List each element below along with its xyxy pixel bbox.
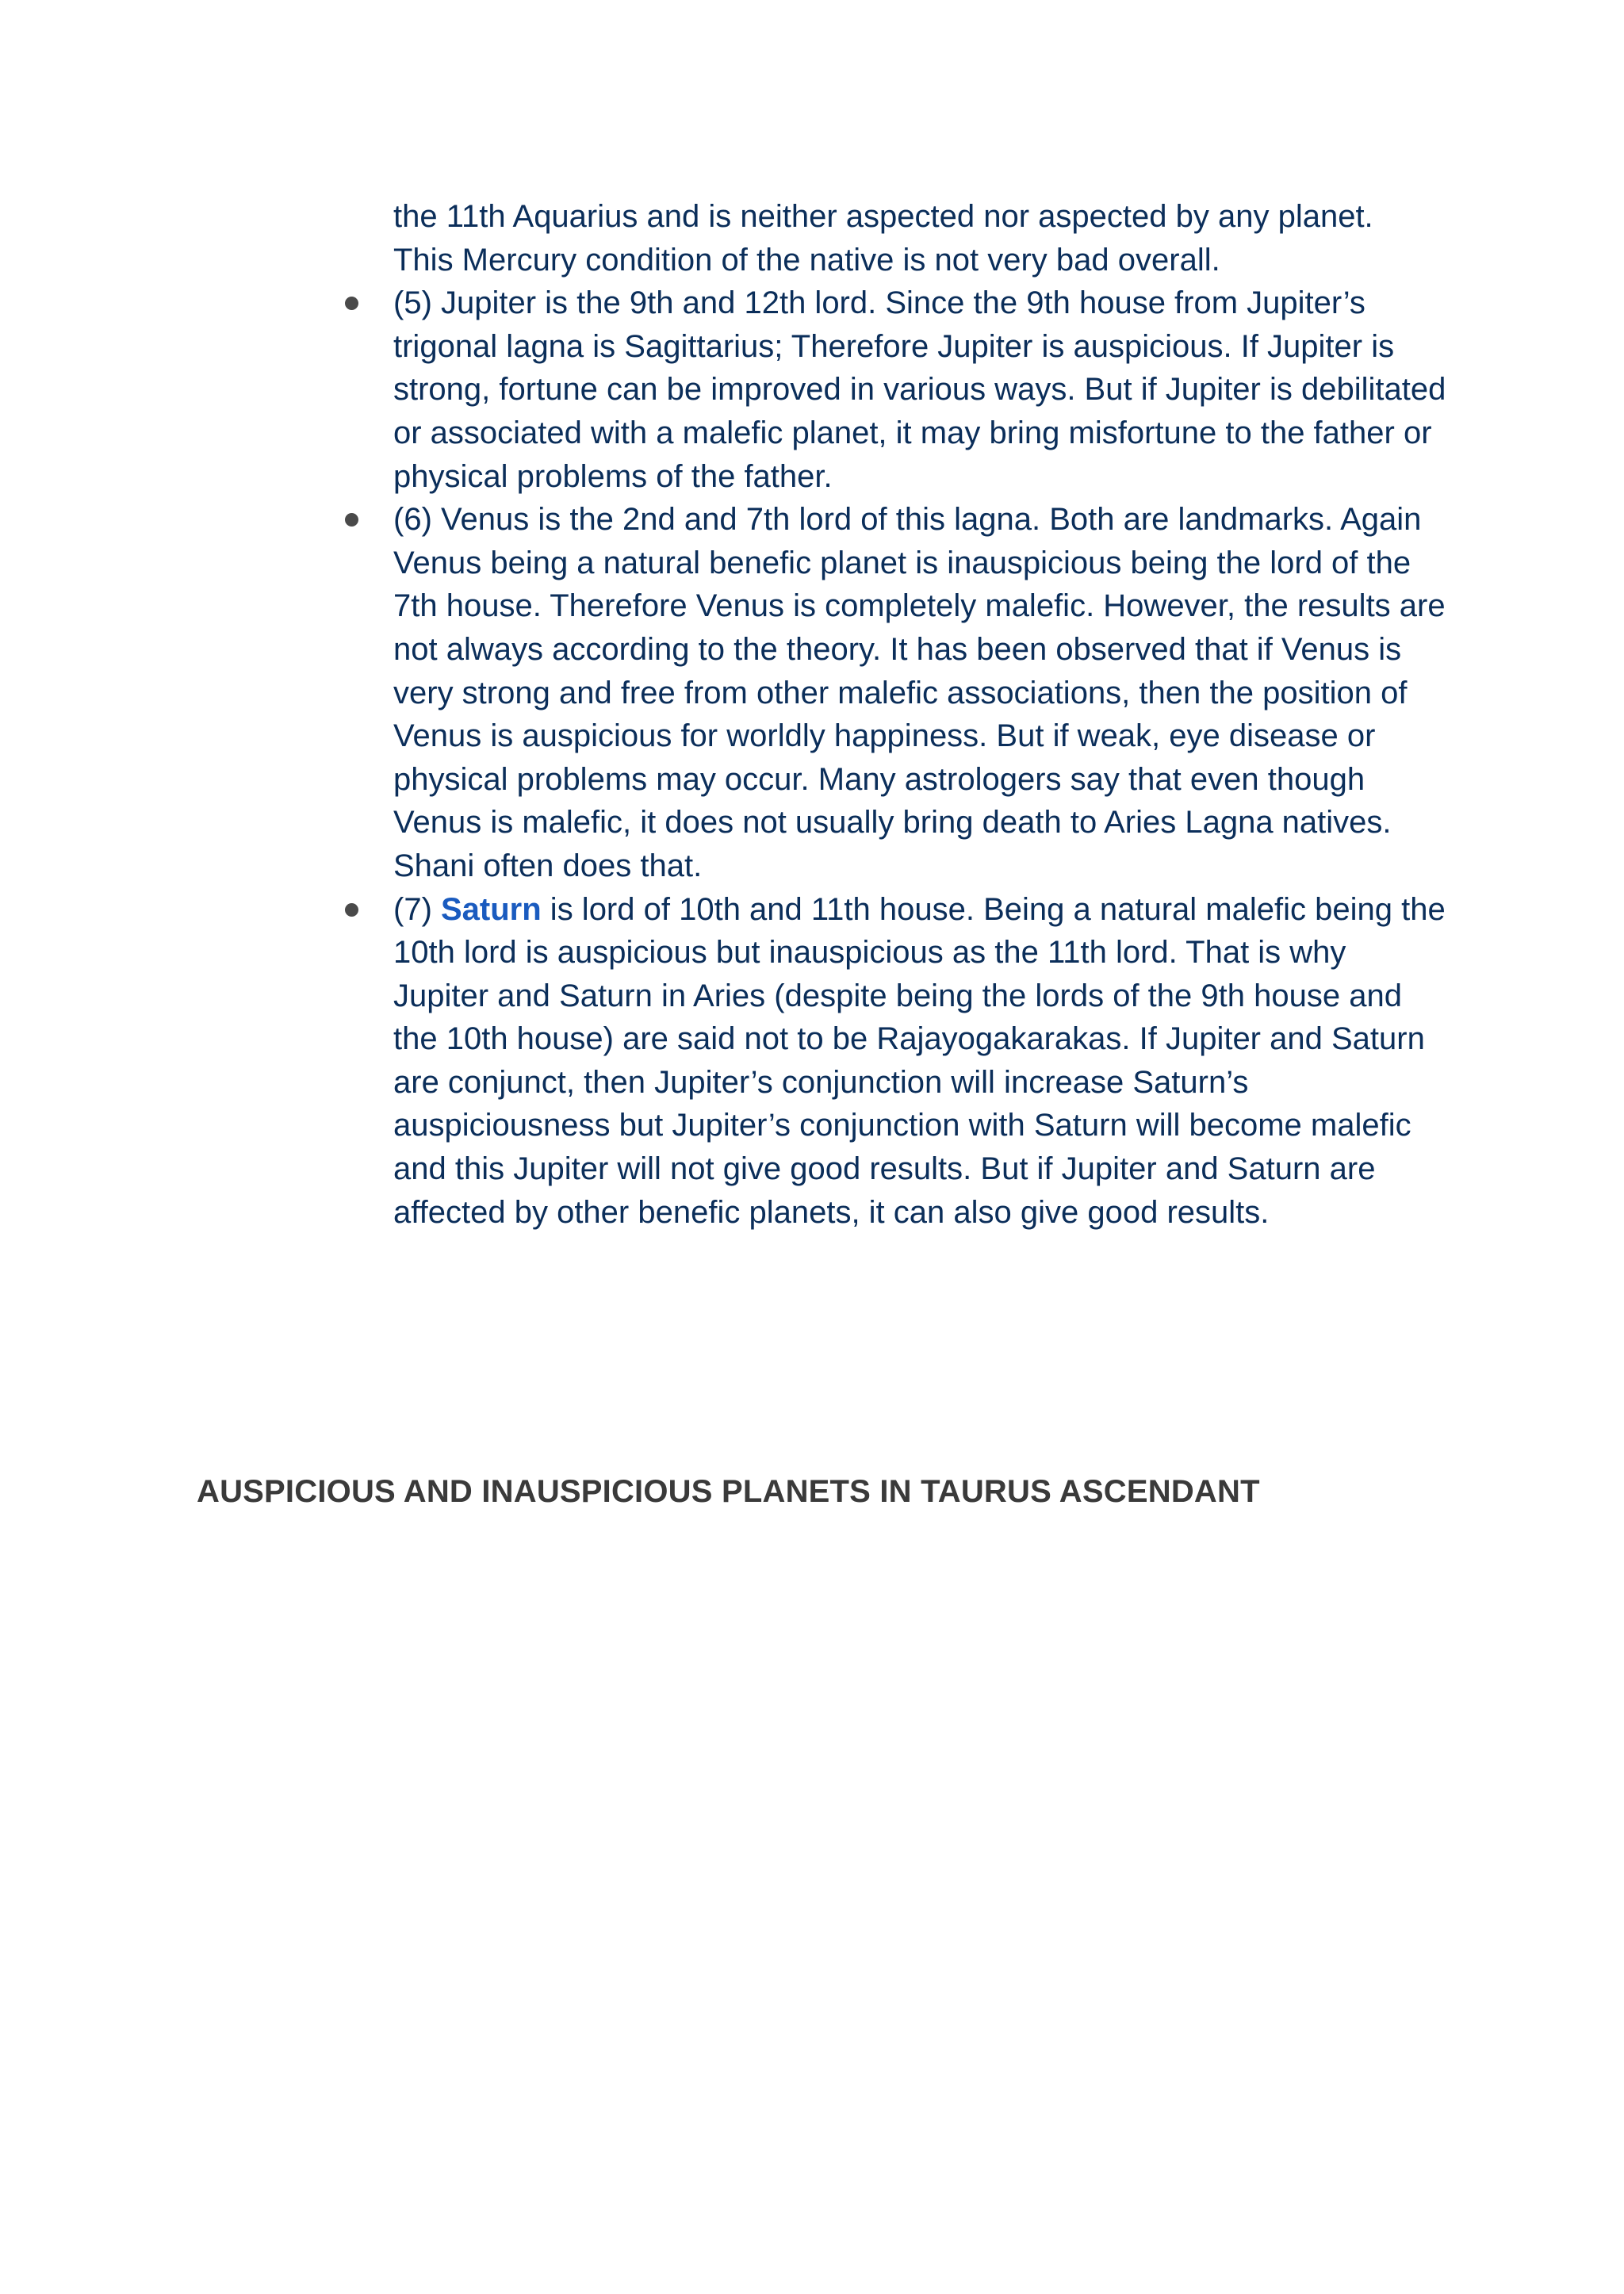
continued-paragraph <box>393 195 1448 281</box>
list-item-text: (5) Jupiter is the 9th and 12th lord. Since the 9th house from Jupiter’s trigonal lagna is Sagittarius; Therefore Jupiter is auspicious. If Jupiter is strong, fortune can be improved in various ways. But if Jupiter is debilitated or associated with a malefic planet, it may bring misfortune to the father or physical problems of the father. <box>393 285 1446 494</box>
continued-line-2: This Mercury condition of the native is not very bad overall. <box>393 242 1220 278</box>
list-item-jupiter <box>393 281 1448 498</box>
list-item-text: is lord of 10th and 11th house. Being a natural malefic being the 10th lord is auspicious but inauspicious as the 11th lord. That is why Jupiter and Saturn in Aries (despite being the lords of the 9th house and the 10th house) are said not to be Rajayogakarakas. If Jupiter and Saturn are conjunct, then Jupiter’s conjunction will increase Saturn’s auspiciousness but Jupiter’s conjunction with Saturn will become malefic and this Jupiter will not give good results. But if Jupiter and Saturn are affected by other benefic planets, it can also give good results. <box>393 891 1446 1230</box>
saturn-link[interactable]: Saturn <box>441 891 542 927</box>
bullet-icon <box>345 297 358 310</box>
list-item-text: (6) Venus is the 2nd and 7th lord of this lagna. Both are landmarks. Again Venus being a natural benefic planet is inauspicious being the lord of the 7th house. Therefore Venus is completely malefic. However, the results are not always according to the theory. It has been observed that if Venus is very strong and free from other malefic associations, then the position of Venus is auspicious for worldly happiness. But if weak, eye disease or physical problems may occur. Many astrologers say that even though Venus is malefic, it does not usually bring death to Aries Lagna natives. Shani often does that. <box>393 502 1446 883</box>
list-item-prefix: (7) <box>393 891 441 927</box>
bullet-icon <box>345 513 358 527</box>
continued-line-1: the 11th Aquarius and is neither aspected nor aspected by any planet. <box>393 199 1373 234</box>
body-content <box>393 195 1448 1234</box>
bullet-list <box>393 281 1448 1234</box>
section-heading: AUSPICIOUS AND INAUSPICIOUS PLANETS IN TAURUS ASCENDANT <box>197 1474 1260 1509</box>
list-item-venus <box>393 498 1448 887</box>
bullet-icon <box>345 903 358 917</box>
list-item-saturn <box>393 888 1448 1235</box>
